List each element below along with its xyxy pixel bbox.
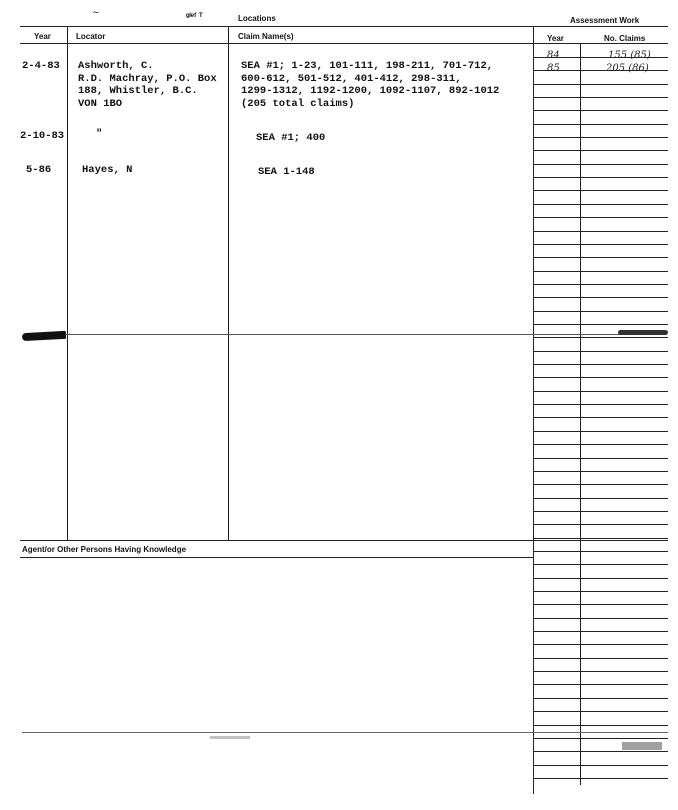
aw-year-2: 85 <box>547 63 560 74</box>
aw-row-rule <box>533 431 668 432</box>
aw-row-rule <box>533 591 668 592</box>
aw-row-rule <box>533 404 668 405</box>
claims-assessment-divider <box>533 26 534 794</box>
aw-row-rule <box>533 711 668 712</box>
assessment-work-label: Assessment Work <box>570 16 640 25</box>
locations-label: Locations <box>238 14 276 23</box>
aw-row-rule <box>533 631 668 632</box>
aw-row-rule <box>533 164 668 165</box>
aw-row-rule <box>533 524 668 525</box>
aw-row-rule <box>533 644 668 645</box>
entry-1-claims-line: SEA #1; 1-23, 101-111, 198-211, 701-712, <box>241 60 494 72</box>
aw-row-rule <box>533 97 668 98</box>
aw-row-rule <box>533 137 668 138</box>
aw-row-rule <box>533 684 668 685</box>
aw-row-rule <box>533 551 668 552</box>
entry-3-claims: SEA 1-148 <box>258 166 315 178</box>
aw-row-rule <box>533 751 668 752</box>
aw-row-rule <box>533 257 668 258</box>
aw-row-rule <box>533 217 668 218</box>
col-locator: Locator <box>76 32 106 41</box>
aw-row-rule <box>533 391 668 392</box>
entry-3-year: 5-86 <box>26 164 52 176</box>
col-claim-names: Claim Name(s) <box>238 32 294 41</box>
entry-1-claims <box>241 60 499 110</box>
aw-row-rule <box>533 738 668 739</box>
aw-row-rule <box>533 231 668 232</box>
aw-row-rule <box>533 778 668 779</box>
aw-row-rule <box>533 311 668 312</box>
aw-claims-2: 205 (86) <box>606 63 649 74</box>
bottom-noise <box>210 736 250 739</box>
entry-1-locator <box>78 60 217 110</box>
scan-smudge-left <box>22 331 66 341</box>
aw-row-rule <box>533 377 668 378</box>
year-locator-divider <box>67 26 68 540</box>
aw-row-rule <box>533 177 668 178</box>
aw-row-rule <box>533 698 668 699</box>
entry-1-claims-line: 600-612, 501-512, 401-412, 298-311, <box>241 72 462 85</box>
entry-1-locator-line: R.D. Machray, P.O. Box <box>78 72 217 85</box>
bottom-smudge <box>622 742 662 750</box>
aw-claims-1: 155 (85) <box>608 50 651 61</box>
col-aw-year: Year <box>547 34 564 43</box>
entry-2-claims: SEA #1; 400 <box>256 132 326 144</box>
aw-row-rule <box>533 471 668 472</box>
aw-row-rule <box>533 671 668 672</box>
entry-1-locator-line: VON 1BO <box>78 97 123 110</box>
aw-row-rule <box>533 578 668 579</box>
aw-row-rule <box>533 84 668 85</box>
entry-1-year: 2-4-83 <box>22 60 60 72</box>
aw-row-rule <box>533 484 668 485</box>
aw-row-rule <box>533 658 668 659</box>
aw-row-rule <box>533 150 668 151</box>
aw-row-rule <box>533 444 668 445</box>
pen-mark: ~ <box>92 8 100 18</box>
aw-row-rule <box>533 324 668 325</box>
aw-year-claims-divider <box>580 43 581 785</box>
stamp-mark: ᵍˡᵉᶠ ᵀ <box>186 11 203 21</box>
aw-row-rule <box>533 190 668 191</box>
col-year: Year <box>34 32 51 41</box>
header-top-rule <box>20 26 668 27</box>
aw-row-rule <box>533 498 668 499</box>
aw-row-rule <box>533 511 668 512</box>
aw-row-rule <box>533 297 668 298</box>
entry-3-locator: Hayes, N <box>82 164 133 176</box>
agent-rule <box>20 557 534 558</box>
aw-row-rule <box>533 604 668 605</box>
aw-row-rule <box>533 538 668 539</box>
scan-smudge-right <box>618 330 668 335</box>
fold-line <box>66 334 666 335</box>
aw-row-rule <box>533 725 668 726</box>
aw-row-rule <box>533 110 668 111</box>
aw-row-rule <box>533 204 668 205</box>
header-bottom-rule <box>20 43 668 44</box>
entry-2-locator: " <box>96 128 103 140</box>
aw-row-rule <box>533 124 668 125</box>
aw-row-rule <box>533 244 668 245</box>
aw-row-rule <box>533 458 668 459</box>
agent-label: Agent/or Other Persons Having Knowledge <box>22 545 187 554</box>
aw-row-rule <box>533 618 668 619</box>
table-bottom-rule <box>20 540 668 541</box>
aw-row-rule <box>533 337 668 338</box>
entry-1-locator-line: Ashworth, C. <box>78 60 154 72</box>
entry-1-claims-line: (205 total claims) <box>241 97 355 110</box>
entry-1-locator-line: 188, Whistler, B.C. <box>78 85 198 97</box>
bottom-fold-line <box>22 732 668 733</box>
aw-row-rule <box>533 284 668 285</box>
aw-year-1: 84 <box>547 50 560 61</box>
aw-row-rule <box>533 765 668 766</box>
aw-row-rule <box>533 271 668 272</box>
entry-2-year: 2-10-83 <box>20 130 65 142</box>
locator-claims-divider <box>228 26 229 540</box>
aw-row-rule <box>533 364 668 365</box>
aw-row-rule <box>533 417 668 418</box>
aw-row-rule <box>533 351 668 352</box>
aw-row-rule <box>533 564 668 565</box>
entry-1-claims-line: 1299-1312, 1192-1200, 1092-1107, 892-1012 <box>241 85 500 97</box>
col-aw-claims: No. Claims <box>604 34 646 43</box>
